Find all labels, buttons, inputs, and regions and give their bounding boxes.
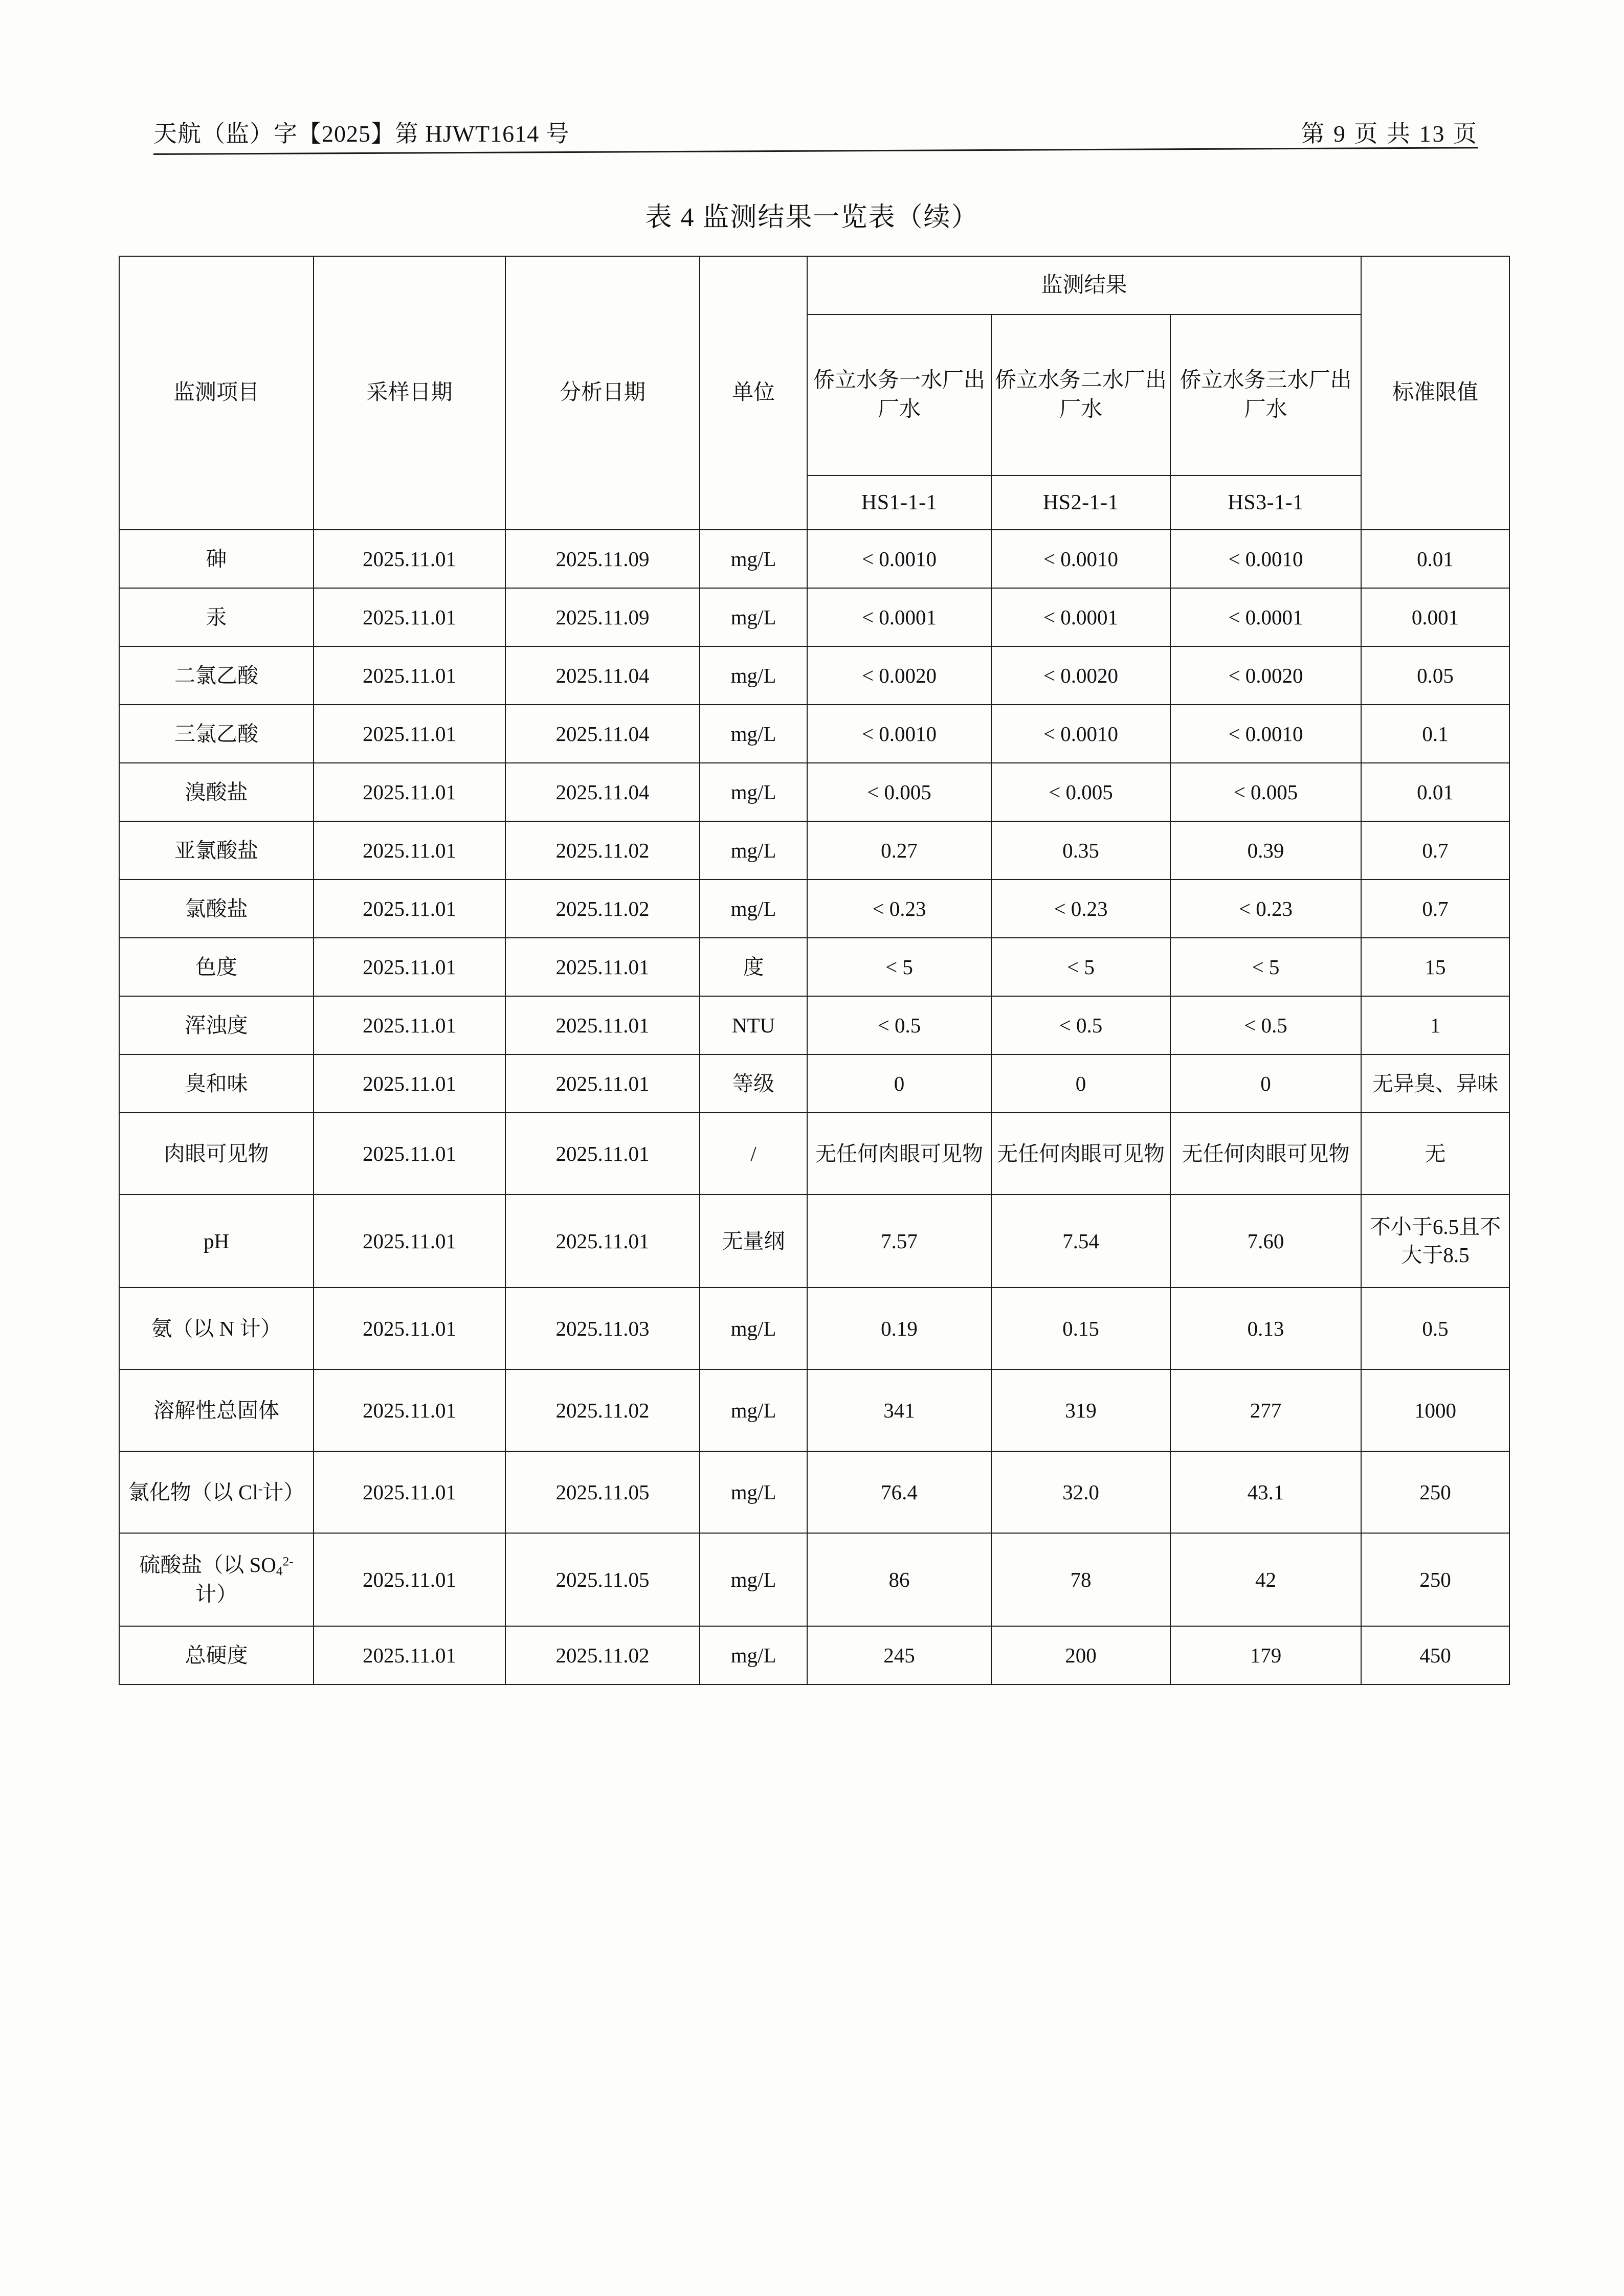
result-plant-3-cell: < 0.0001 — [1170, 588, 1361, 646]
standard-limit-cell: 0.05 — [1361, 646, 1509, 705]
sampling-date-cell: 2025.11.01 — [314, 1288, 505, 1369]
unit-cell: mg/L — [700, 821, 807, 880]
result-plant-2-cell: 200 — [991, 1626, 1170, 1684]
result-plant-2-cell: < 0.005 — [991, 763, 1170, 821]
unit-cell: mg/L — [700, 880, 807, 938]
analysis-date-cell: 2025.11.02 — [505, 1626, 700, 1684]
table-head — [119, 256, 1509, 530]
sampling-date-cell: 2025.11.01 — [314, 821, 505, 880]
col-header-item: 监测项目 — [119, 256, 314, 530]
sampling-date-cell: 2025.11.01 — [314, 996, 505, 1054]
unit-cell: mg/L — [700, 705, 807, 763]
col-header-analysis-date: 分析日期 — [505, 256, 700, 530]
sample-code-3: HS3-1-1 — [1170, 476, 1361, 530]
analysis-date-cell: 2025.11.09 — [505, 530, 700, 588]
result-plant-2-cell: 78 — [991, 1533, 1170, 1626]
result-plant-1-cell: < 0.23 — [807, 880, 991, 938]
standard-limit-cell: 1000 — [1361, 1369, 1509, 1451]
analysis-date-cell: 2025.11.04 — [505, 705, 700, 763]
result-plant-2-cell: < 0.23 — [991, 880, 1170, 938]
header-row-group — [119, 256, 1509, 314]
result-plant-1-cell: 0.19 — [807, 1288, 991, 1369]
item-name-cell: 汞 — [119, 588, 314, 646]
result-plant-1-cell: < 0.0010 — [807, 530, 991, 588]
result-plant-2-cell: 无任何肉眼可见物 — [991, 1113, 1170, 1195]
sampling-date-cell: 2025.11.01 — [314, 1054, 505, 1113]
unit-cell: 等级 — [700, 1054, 807, 1113]
sampling-date-cell: 2025.11.01 — [314, 763, 505, 821]
unit-cell: NTU — [700, 996, 807, 1054]
col-header-results-group: 监测结果 — [807, 256, 1361, 314]
result-plant-1-cell: < 5 — [807, 938, 991, 996]
item-name-cell: 溶解性总固体 — [119, 1369, 314, 1451]
result-plant-2-cell: < 0.0010 — [991, 530, 1170, 588]
item-name-cell: 氯酸盐 — [119, 880, 314, 938]
result-plant-3-cell: < 0.0010 — [1170, 705, 1361, 763]
result-plant-1-cell: < 0.005 — [807, 763, 991, 821]
unit-cell: mg/L — [700, 1451, 807, 1533]
analysis-date-cell: 2025.11.02 — [505, 821, 700, 880]
result-plant-2-cell: < 5 — [991, 938, 1170, 996]
sampling-date-cell: 2025.11.01 — [314, 1113, 505, 1195]
monitoring-results-table — [119, 256, 1510, 1685]
standard-limit-cell: 250 — [1361, 1451, 1509, 1533]
item-name-cell: 亚氯酸盐 — [119, 821, 314, 880]
table-row — [119, 821, 1509, 880]
sampling-date-cell: 2025.11.01 — [314, 705, 505, 763]
result-plant-3-cell: 7.60 — [1170, 1195, 1361, 1288]
sample-code-1: HS1-1-1 — [807, 476, 991, 530]
col-header-standard-limit: 标准限值 — [1361, 256, 1509, 530]
page-header — [153, 115, 1478, 149]
col-header-sampling-date: 采样日期 — [314, 256, 505, 530]
result-plant-2-cell: < 0.0010 — [991, 705, 1170, 763]
sampling-date-cell: 2025.11.01 — [314, 530, 505, 588]
result-plant-1-cell: < 0.0020 — [807, 646, 991, 705]
standard-limit-cell: 不小于6.5且不大于8.5 — [1361, 1195, 1509, 1288]
table-title: 表 4 监测结果一览表（续） — [645, 203, 979, 232]
analysis-date-cell: 2025.11.09 — [505, 588, 700, 646]
document-number: 天航（监）字【2025】第 HJWT1614 号 — [153, 121, 570, 147]
sampling-date-cell: 2025.11.01 — [314, 1451, 505, 1533]
item-name-cell: 砷 — [119, 530, 314, 588]
analysis-date-cell: 2025.11.01 — [505, 938, 700, 996]
standard-limit-cell: 0.7 — [1361, 880, 1509, 938]
analysis-date-cell: 2025.11.04 — [505, 646, 700, 705]
result-plant-3-cell: < 0.5 — [1170, 996, 1361, 1054]
standard-limit-cell: 15 — [1361, 938, 1509, 996]
result-plant-1-cell: < 0.0001 — [807, 588, 991, 646]
result-plant-3-cell: 43.1 — [1170, 1451, 1361, 1533]
item-name-cell: 硫酸盐（以 $SO_4^{2-}$计） — [119, 1533, 314, 1626]
col-header-plant-2: 侨立水务二水厂出厂水 — [991, 314, 1170, 476]
result-plant-3-cell: 42 — [1170, 1533, 1361, 1626]
table-row — [119, 1451, 1509, 1533]
result-plant-2-cell: 0.15 — [991, 1288, 1170, 1369]
item-name-cell: 二氯乙酸 — [119, 646, 314, 705]
sampling-date-cell: 2025.11.01 — [314, 1626, 505, 1684]
standard-limit-cell: 450 — [1361, 1626, 1509, 1684]
analysis-date-cell: 2025.11.01 — [505, 1054, 700, 1113]
sampling-date-cell: 2025.11.01 — [314, 588, 505, 646]
table-row — [119, 1369, 1509, 1451]
result-plant-1-cell: < 0.5 — [807, 996, 991, 1054]
sampling-date-cell: 2025.11.01 — [314, 646, 505, 705]
table-row — [119, 588, 1509, 646]
item-name-cell: pH — [119, 1195, 314, 1288]
analysis-date-cell: 2025.11.02 — [505, 880, 700, 938]
item-name-cell: 浑浊度 — [119, 996, 314, 1054]
item-name-cell: 三氯乙酸 — [119, 705, 314, 763]
result-plant-3-cell: 179 — [1170, 1626, 1361, 1684]
table-row — [119, 880, 1509, 938]
standard-limit-cell: 0.5 — [1361, 1288, 1509, 1369]
table-row — [119, 938, 1509, 996]
result-plant-1-cell: 341 — [807, 1369, 991, 1451]
result-plant-1-cell: 76.4 — [807, 1451, 991, 1533]
result-plant-2-cell: < 0.5 — [991, 996, 1170, 1054]
result-plant-2-cell: 319 — [991, 1369, 1170, 1451]
result-plant-1-cell: 86 — [807, 1533, 991, 1626]
unit-cell: mg/L — [700, 1369, 807, 1451]
result-plant-3-cell: < 0.0020 — [1170, 646, 1361, 705]
sampling-date-cell: 2025.11.01 — [314, 1195, 505, 1288]
result-plant-1-cell: 0 — [807, 1054, 991, 1113]
sampling-date-cell: 2025.11.01 — [314, 1533, 505, 1626]
result-plant-3-cell: 0 — [1170, 1054, 1361, 1113]
sample-code-2: HS2-1-1 — [991, 476, 1170, 530]
item-name-cell: 臭和味 — [119, 1054, 314, 1113]
analysis-date-cell: 2025.11.03 — [505, 1288, 700, 1369]
results-table-container — [119, 256, 1509, 1685]
result-plant-2-cell: 32.0 — [991, 1451, 1170, 1533]
col-header-plant-1: 侨立水务一水厂出厂水 — [807, 314, 991, 476]
analysis-date-cell: 2025.11.01 — [505, 1113, 700, 1195]
result-plant-3-cell: 无任何肉眼可见物 — [1170, 1113, 1361, 1195]
sampling-date-cell: 2025.11.01 — [314, 938, 505, 996]
table-row — [119, 1195, 1509, 1288]
table-row — [119, 646, 1509, 705]
sampling-date-cell: 2025.11.01 — [314, 880, 505, 938]
result-plant-1-cell: 无任何肉眼可见物 — [807, 1113, 991, 1195]
result-plant-3-cell: < 5 — [1170, 938, 1361, 996]
item-name-cell: 溴酸盐 — [119, 763, 314, 821]
item-name-cell: 氯化物（以 Cl-计） — [119, 1451, 314, 1533]
col-header-plant-3: 侨立水务三水厂出厂水 — [1170, 314, 1361, 476]
analysis-date-cell: 2025.11.01 — [505, 996, 700, 1054]
standard-limit-cell: 无异臭、异味 — [1361, 1054, 1509, 1113]
standard-limit-cell: 无 — [1361, 1113, 1509, 1195]
table-row — [119, 1626, 1509, 1684]
unit-cell: mg/L — [700, 530, 807, 588]
result-plant-1-cell: 245 — [807, 1626, 991, 1684]
result-plant-3-cell: 0.39 — [1170, 821, 1361, 880]
item-name-cell: 氨（以 N 计） — [119, 1288, 314, 1369]
table-row — [119, 1533, 1509, 1626]
unit-cell: mg/L — [700, 588, 807, 646]
result-plant-2-cell: 7.54 — [991, 1195, 1170, 1288]
standard-limit-cell: 0.7 — [1361, 821, 1509, 880]
analysis-date-cell: 2025.11.01 — [505, 1195, 700, 1288]
result-plant-2-cell: < 0.0020 — [991, 646, 1170, 705]
result-plant-2-cell: 0.35 — [991, 821, 1170, 880]
item-name-cell: 肉眼可见物 — [119, 1113, 314, 1195]
result-plant-3-cell: < 0.0010 — [1170, 530, 1361, 588]
result-plant-2-cell: < 0.0001 — [991, 588, 1170, 646]
unit-cell: / — [700, 1113, 807, 1195]
result-plant-3-cell: 0.13 — [1170, 1288, 1361, 1369]
unit-cell: mg/L — [700, 646, 807, 705]
result-plant-1-cell: < 0.0010 — [807, 705, 991, 763]
table-row — [119, 1288, 1509, 1369]
result-plant-3-cell: < 0.005 — [1170, 763, 1361, 821]
col-header-unit: 单位 — [700, 256, 807, 530]
standard-limit-cell: 0.001 — [1361, 588, 1509, 646]
standard-limit-cell: 0.01 — [1361, 763, 1509, 821]
result-plant-1-cell: 7.57 — [807, 1195, 991, 1288]
analysis-date-cell: 2025.11.04 — [505, 763, 700, 821]
analysis-date-cell: 2025.11.05 — [505, 1533, 700, 1626]
table-row — [119, 530, 1509, 588]
table-body — [119, 530, 1509, 1684]
result-plant-3-cell: 277 — [1170, 1369, 1361, 1451]
standard-limit-cell: 0.1 — [1361, 705, 1509, 763]
item-name-cell: 色度 — [119, 938, 314, 996]
item-name-cell: 总硬度 — [119, 1626, 314, 1684]
table-row — [119, 996, 1509, 1054]
table-row — [119, 763, 1509, 821]
standard-limit-cell: 1 — [1361, 996, 1509, 1054]
unit-cell: 无量纲 — [700, 1195, 807, 1288]
result-plant-3-cell: < 0.23 — [1170, 880, 1361, 938]
standard-limit-cell: 250 — [1361, 1533, 1509, 1626]
result-plant-2-cell: 0 — [991, 1054, 1170, 1113]
standard-limit-cell: 0.01 — [1361, 530, 1509, 588]
sampling-date-cell: 2025.11.01 — [314, 1369, 505, 1451]
analysis-date-cell: 2025.11.05 — [505, 1451, 700, 1533]
page-number: 第 9 页 共 13 页 — [1301, 121, 1478, 147]
unit-cell: 度 — [700, 938, 807, 996]
unit-cell: mg/L — [700, 1626, 807, 1684]
unit-cell: mg/L — [700, 1288, 807, 1369]
analysis-date-cell: 2025.11.02 — [505, 1369, 700, 1451]
unit-cell: mg/L — [700, 1533, 807, 1626]
result-plant-1-cell: 0.27 — [807, 821, 991, 880]
table-row — [119, 705, 1509, 763]
unit-cell: mg/L — [700, 763, 807, 821]
table-row — [119, 1113, 1509, 1195]
table-row — [119, 1054, 1509, 1113]
